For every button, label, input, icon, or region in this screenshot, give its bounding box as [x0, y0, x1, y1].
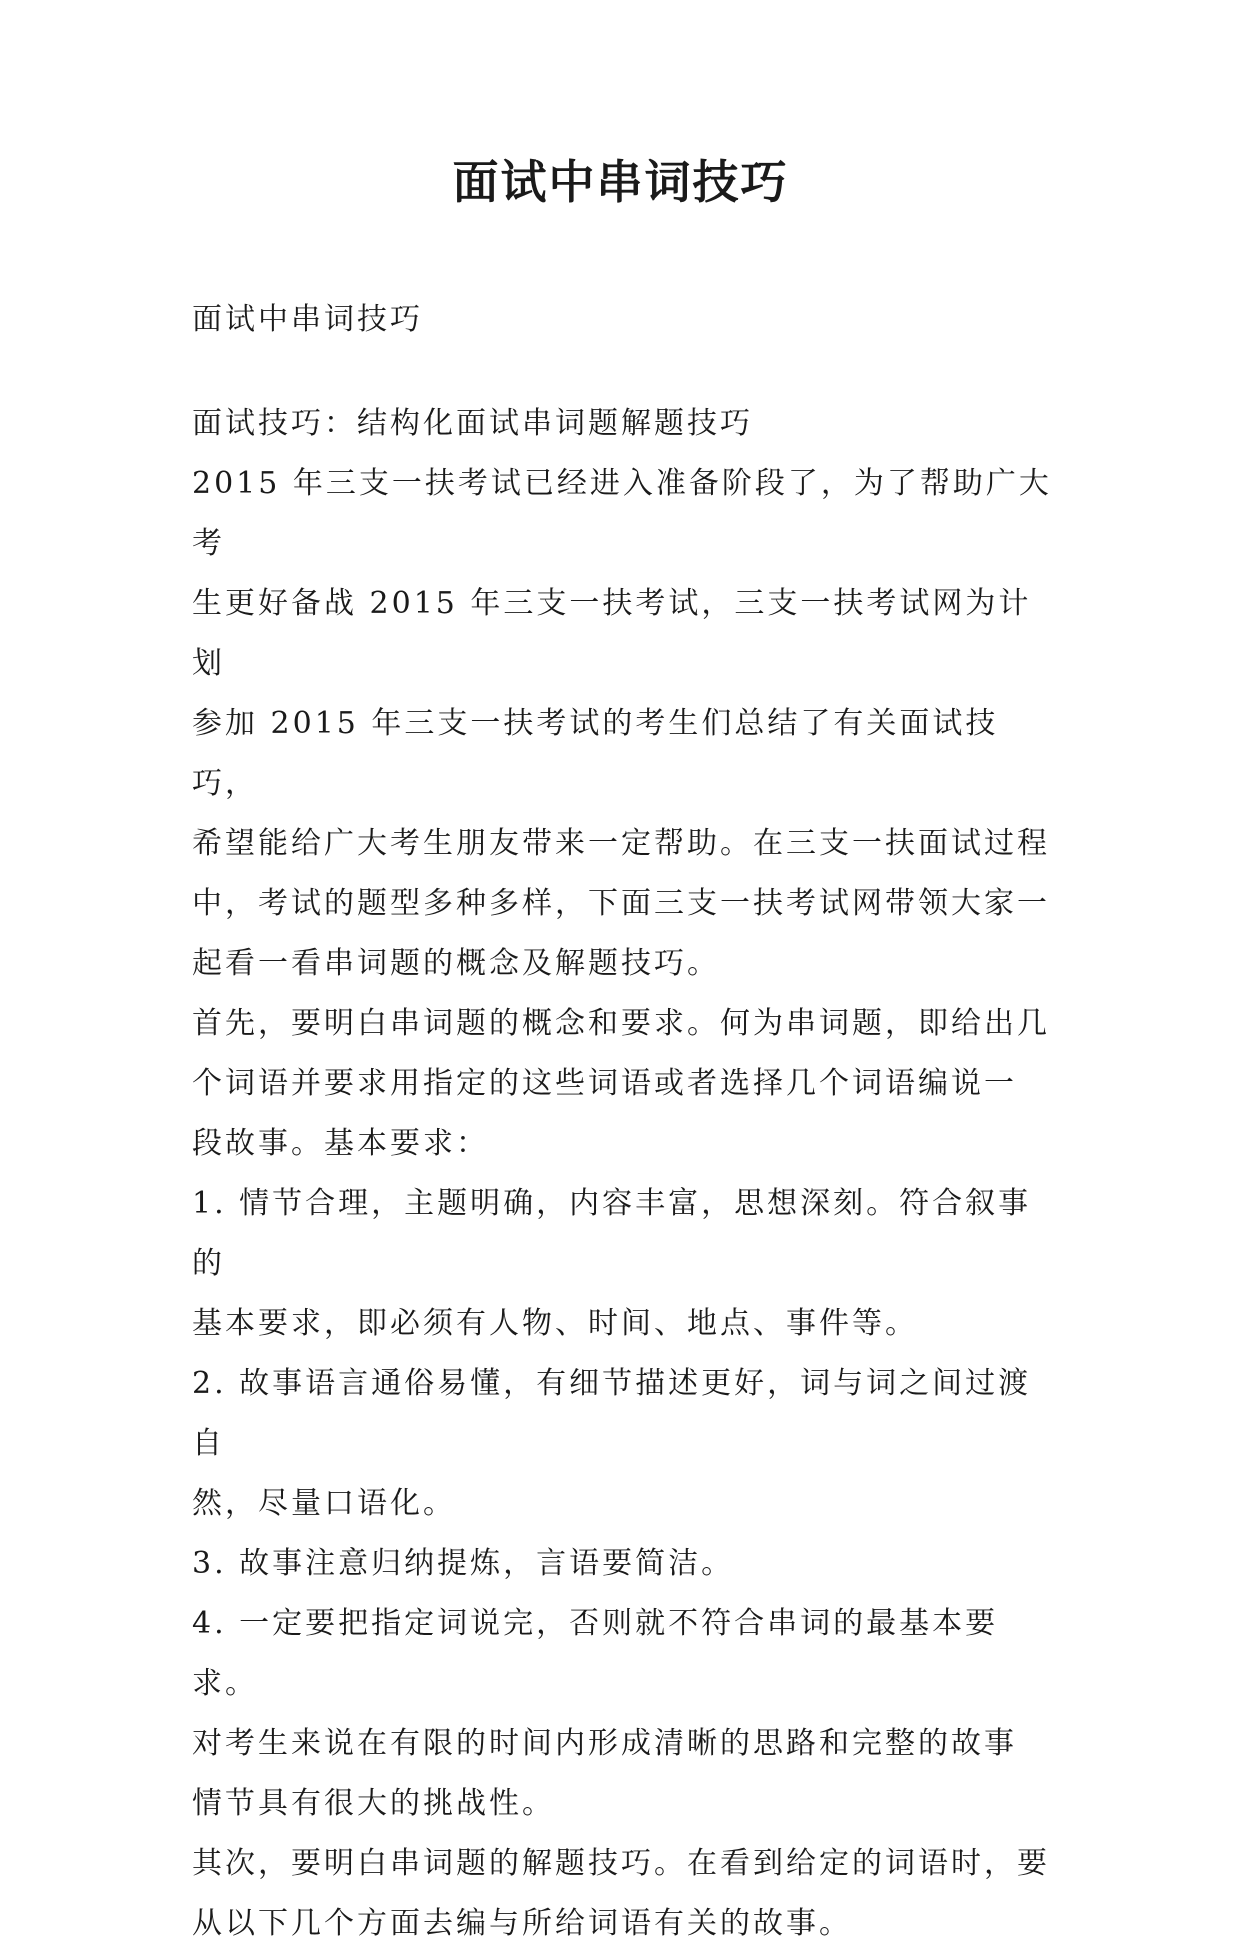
body-line: 个词语并要求用指定的这些词语或者选择几个词语编说一 — [192, 1066, 1017, 1101]
body-line: 段故事。基本要求： — [192, 1126, 489, 1161]
body-line: 4. 一定要把指定词说完，否则就不符合串词的最基本要求。 — [192, 1606, 999, 1701]
body-line: 其次，要明白串词题的解题技巧。在看到给定的词语时，要 — [192, 1846, 1050, 1881]
body-line: 2. 故事语言通俗易懂，有细节描述更好，词与词之间过渡自 — [192, 1366, 1032, 1461]
body-line: 情节具有很大的挑战性。 — [192, 1786, 555, 1821]
body-line: 生更好备战 2015 年三支一扶考试，三支一扶考试网为计划 — [192, 586, 1032, 681]
document-subtitle: 面试中串词技巧 — [192, 302, 423, 337]
body-line: 然，尽量口语化。 — [192, 1486, 456, 1521]
document-body — [192, 290, 1062, 1954]
body-line: 1. 情节合理，主题明确，内容丰富，思想深刻。符合叙事的 — [192, 1186, 1032, 1281]
body-line: 面试技巧：结构化面试串词题解题技巧 — [192, 406, 753, 441]
body-line: 2015 年三支一扶考试已经进入准备阶段了，为了帮助广大考 — [192, 466, 1052, 561]
body-line: 中，考试的题型多种多样，下面三支一扶考试网带领大家一 — [192, 886, 1050, 921]
body-line: 从以下几个方面去编与所给词语有关的故事。 — [192, 1906, 852, 1941]
body-line: 3. 故事注意归纳提炼，言语要简洁。 — [192, 1546, 735, 1581]
document-title: 面试中串词技巧 — [452, 155, 789, 209]
body-line: 参加 2015 年三支一扶考试的考生们总结了有关面试技巧， — [192, 706, 999, 801]
body-line: 首先，要明白串词题的概念和要求。何为串词题，即给出几 — [192, 1006, 1050, 1041]
body-line: 基本要求，即必须有人物、时间、地点、事件等。 — [192, 1306, 918, 1341]
body-line: 对考生来说在有限的时间内形成清晰的思路和完整的故事 — [192, 1726, 1017, 1761]
body-line: 希望能给广大考生朋友带来一定帮助。在三支一扶面试过程 — [192, 826, 1050, 861]
body-line: 起看一看串词题的概念及解题技巧。 — [192, 946, 720, 981]
